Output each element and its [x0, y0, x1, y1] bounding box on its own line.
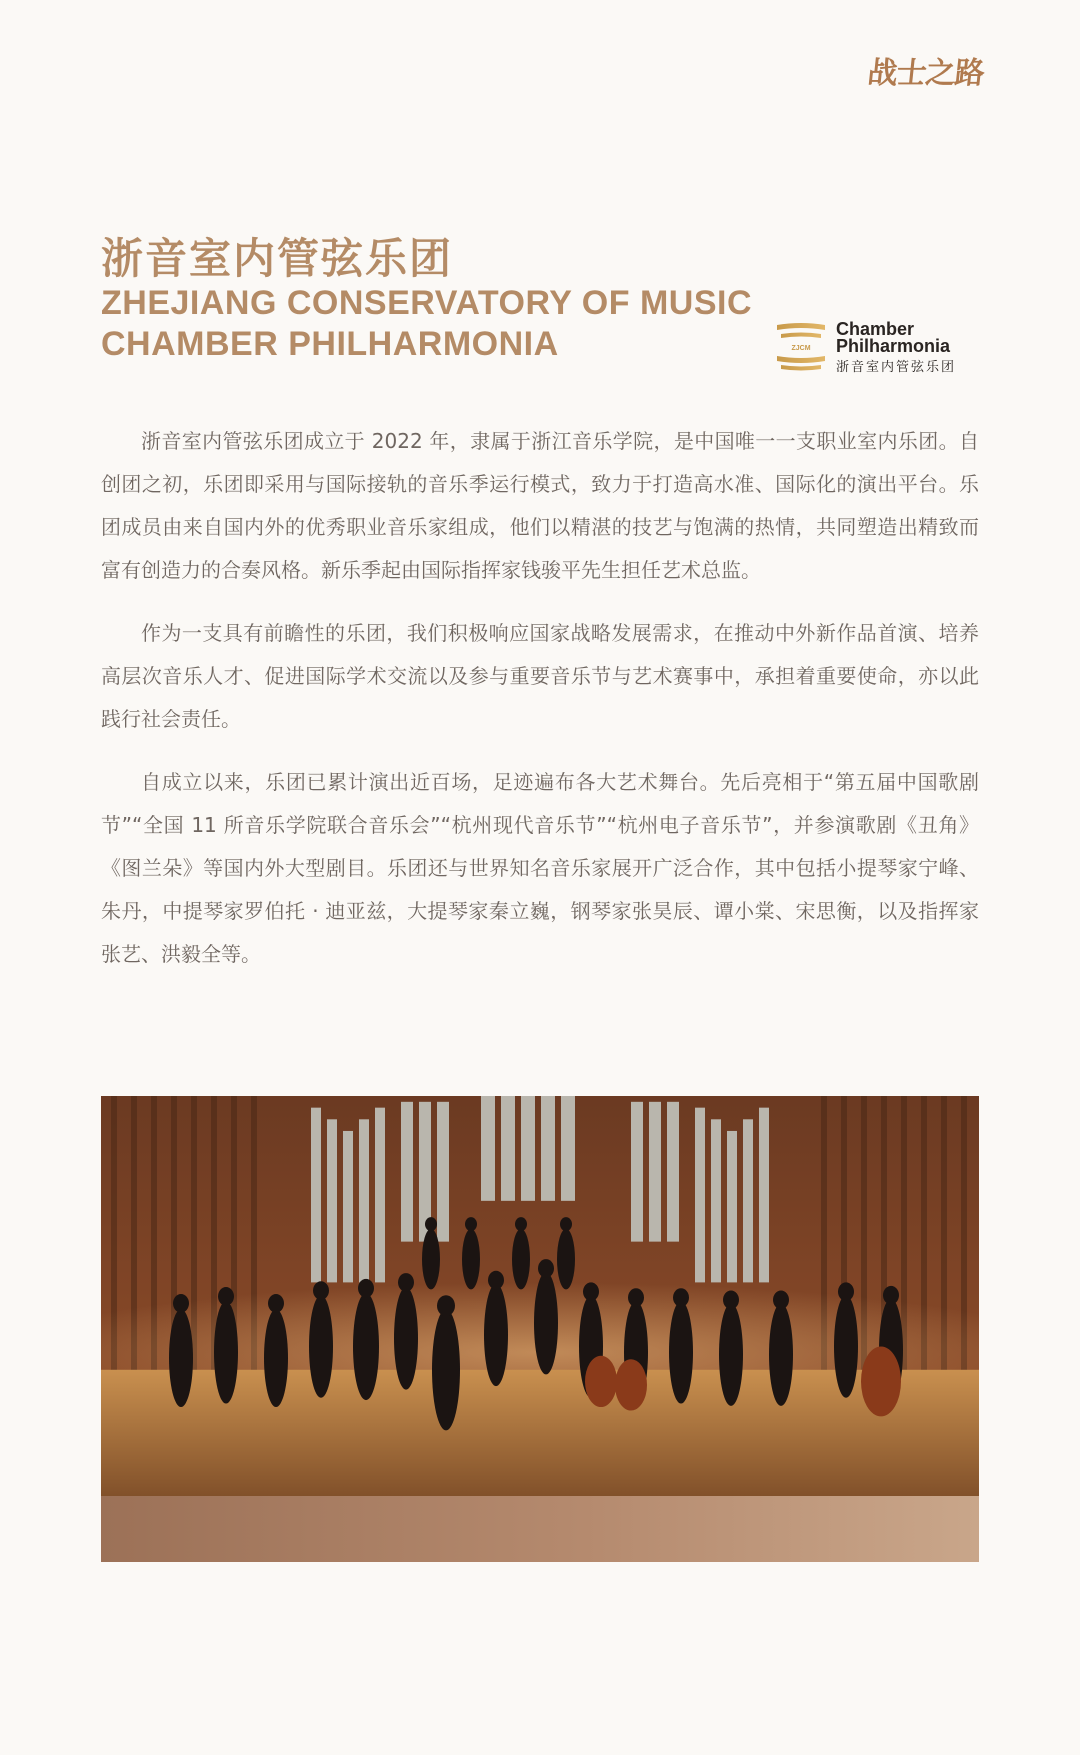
orchestra-photo: [101, 1096, 979, 1562]
paragraph: 作为一支具有前瞻性的乐团，我们积极响应国家战略发展需求，在推动中外新作品首演、培养高层次音乐人才、促进国际学术交流以及参与重要音乐节与艺术赛事中，承担着重要使命，亦以此践行社会责任。: [101, 621, 979, 731]
brand-mark: 战士之路: [865, 56, 986, 91]
paragraph: 自成立以来，乐团已累计演出近百场，足迹遍布各大艺术舞台。先后亮相于“第五届中国歌剧节”“全国 11 所音乐学院联合音乐会”“杭州现代音乐节”“杭州电子音乐节”，并参演歌剧《丑角》《图兰朵》等国内外大型剧目。乐团还与世界知名音乐家展开广泛合作，其中包括小提琴家宁峰、朱丹，中提琴家罗伯托 · 迪亚兹，大提琴家秦立巍，钢琴家张昊辰、谭小棠、宋思衡，以及指挥家张艺、洪毅全等。: [101, 770, 979, 966]
logo-text-cn: 浙音室内管弦乐团: [836, 360, 957, 375]
page-title-en-line1: ZHEJIANG CONSERVATORY OF MUSIC: [101, 284, 753, 322]
orchestra-emblem-icon: [775, 322, 827, 372]
logo-text-philharmonia: Philharmonia: [836, 336, 951, 356]
chamber-philharmonia-logo: [775, 318, 975, 376]
page-title-cn: 浙音室内管弦乐团: [101, 234, 454, 283]
body-text: [101, 420, 979, 996]
page-title-en-line2: CHAMBER PHILHARMONIA: [101, 325, 559, 363]
logo-text-chamber: Chamber: [836, 319, 915, 339]
decorative-band: [101, 1496, 979, 1562]
svg-text:ZJCM: ZJCM: [791, 345, 811, 352]
paragraph: 浙音室内管弦乐团成立于 2022 年，隶属于浙江音乐学院，是中国唯一一支职业室内乐团。自创团之初，乐团即采用与国际接轨的音乐季运行模式，致力于打造高水准、国际化的演出平台。乐团成员由来自国内外的优秀职业音乐家组成，他们以精湛的技艺与饱满的热情，共同塑造出精致而富有创造力的合奏风格。新乐季起由国际指挥家钱骏平先生担任艺术总监。: [101, 429, 979, 582]
